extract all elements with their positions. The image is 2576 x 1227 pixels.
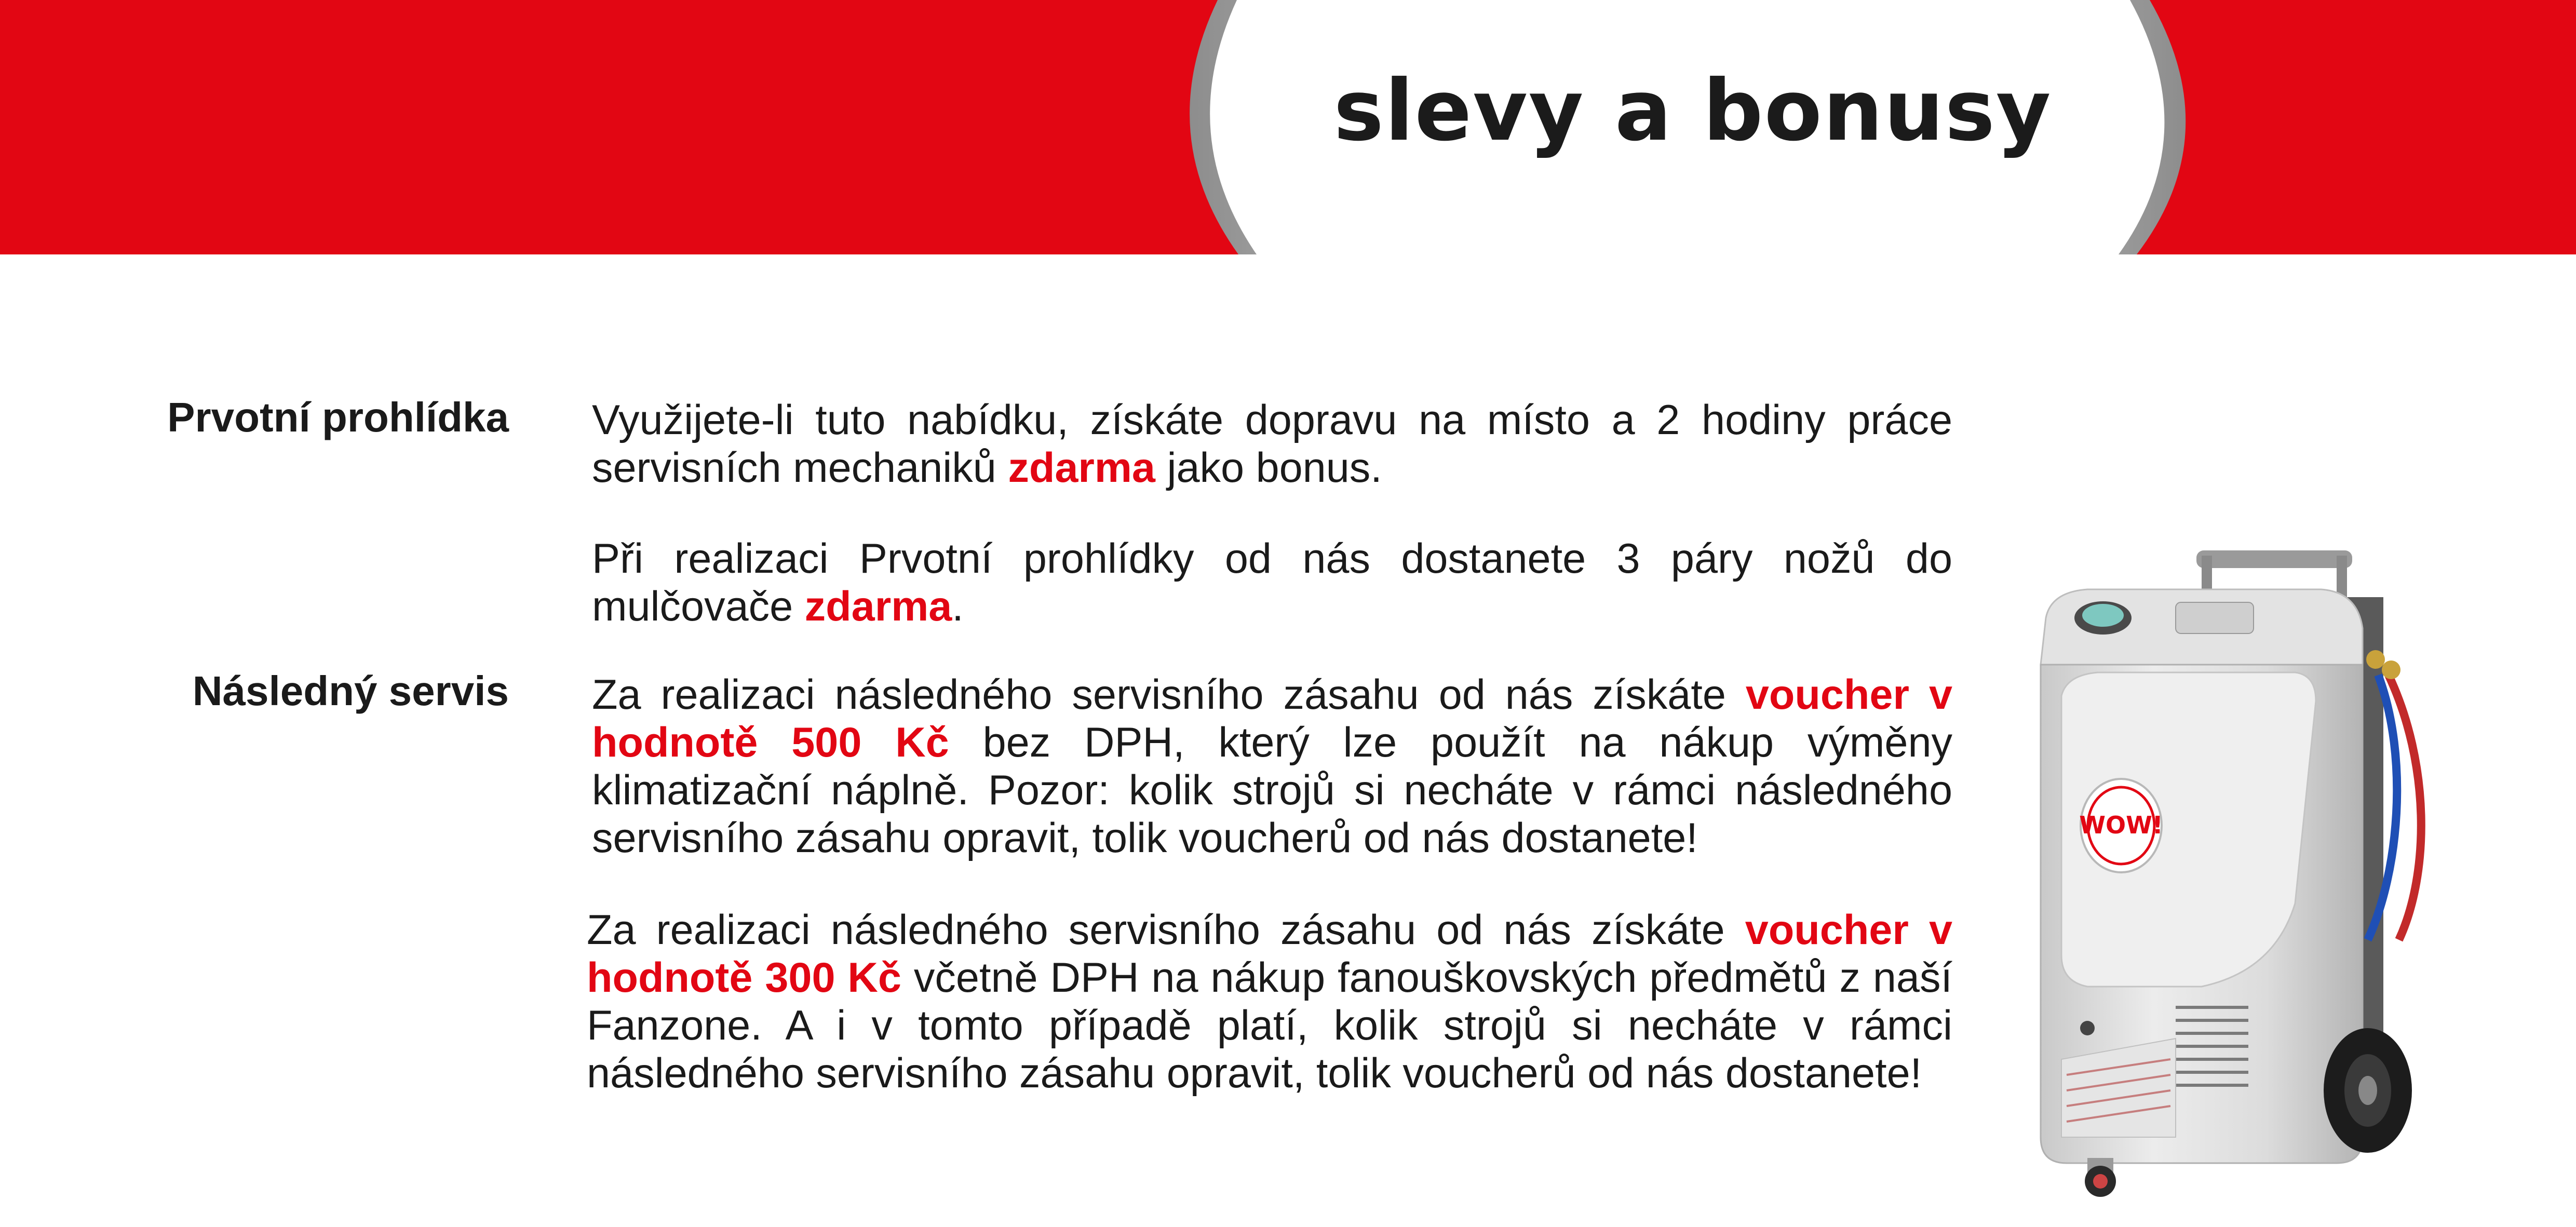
offer-paragraph	[592, 396, 1952, 492]
paragraph-text: Při realizaci Prvotní prohlídky od nás dostanete 3 páry nožů do mulčovače	[592, 535, 1952, 630]
offer-paragraph	[592, 671, 1952, 862]
page-title: slevy a bonusy	[1333, 62, 2052, 160]
paragraph-text: bez DPH, který lze použít na nákup výměny klimatizační náplně. Pozor: kolik strojů si necháte v rámci následného servisního zásahu opravit, tolik voucherů od nás dostanete!	[592, 719, 1952, 861]
paragraph-text: včetně DPH na nákup fanouškovských předmětů z naší Fanzone. A i v tomto případě platí, kolik strojů si necháte v rámci následného servisního zásahu opravit, tolik voucherů od nás dostanete!	[587, 954, 1952, 1097]
highlight-free: zdarma	[804, 583, 952, 630]
highlight-voucher: voucher v hodnotě 500 Kč	[592, 671, 1952, 766]
offer-paragraph	[592, 535, 1952, 630]
section-label-nasledny-servis: Následný servis	[192, 668, 509, 714]
ac-service-machine-image	[2004, 540, 2487, 1199]
offer-paragraph	[587, 906, 1952, 1097]
wow-logo: WOW!	[2079, 811, 2163, 839]
section-label-prvotni-prohlidka: Prvotní prohlídka	[167, 394, 509, 440]
highlight-voucher: voucher v hodnotě 300 Kč	[587, 907, 1952, 1001]
paragraph-text: Za realizaci následného servisního zásahu od nás získáte	[592, 671, 1746, 718]
paragraph-text: Využijete-li tuto nabídku, získáte dopravu na místo a 2 hodiny práce servisních mechaniků	[592, 397, 1952, 491]
paragraph-text: jako bonus.	[1155, 444, 1382, 491]
paragraph-text: .	[952, 583, 964, 630]
highlight-free: zdarma	[1008, 444, 1155, 491]
paragraph-text: Za realizaci následného servisního zásahu od nás získáte	[587, 907, 1745, 953]
